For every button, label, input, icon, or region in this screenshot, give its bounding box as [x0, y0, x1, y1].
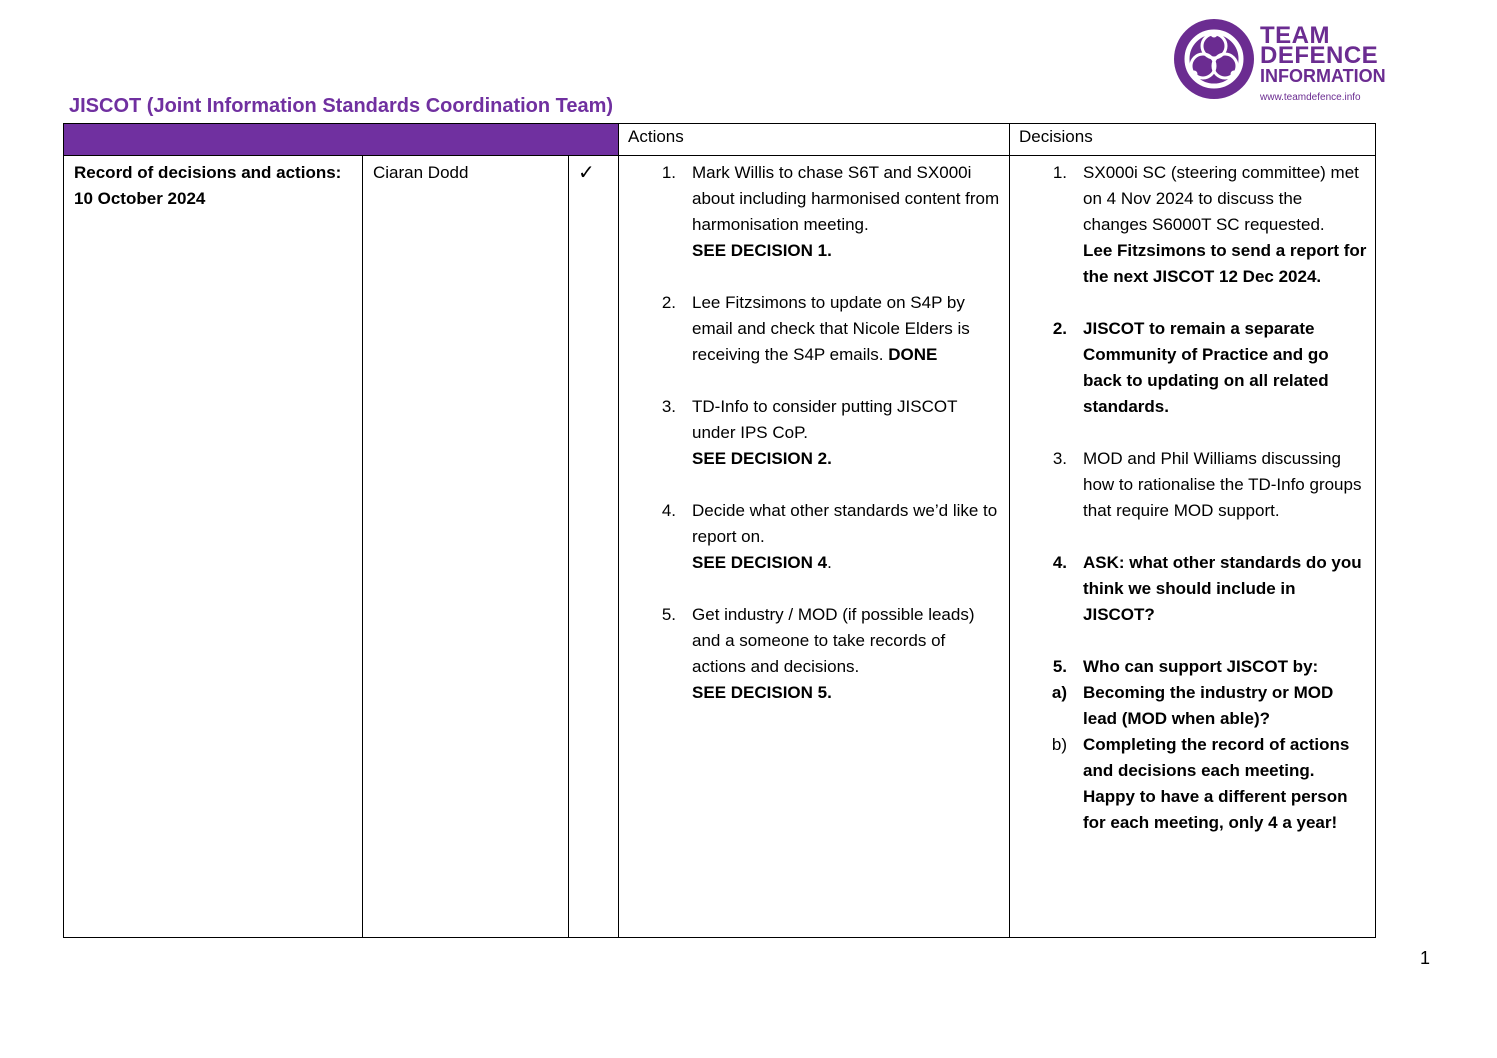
list-item: 5. Who can support JISCOT by: — [1052, 657, 1319, 676]
record-check-cell — [569, 156, 619, 938]
page-number: 1 — [1420, 948, 1431, 968]
checkmark-icon: ✓ — [578, 162, 595, 184]
record-label-cell — [64, 156, 363, 938]
actions-cell — [619, 156, 1010, 938]
list-item: 5. Get industry / MOD (if possible leads) and a someone to take records of actions and decisions. SEE DECISION 5. — [661, 605, 975, 702]
list-item: 2. Lee Fitzsimons to update on S4P by email and check that Nicole Elders is receiving the S4P emails. DONE — [661, 293, 970, 364]
decisions-list — [1010, 156, 1375, 836]
record-table — [63, 123, 1376, 938]
record-person: Ciaran Dodd — [373, 163, 469, 182]
header-decisions: Decisions — [1010, 124, 1376, 156]
list-item: 3. MOD and Phil Williams discussing how to rationalise the TD-Info groups that require MOD support. — [1052, 449, 1362, 520]
list-item: 2. JISCOT to remain a separate Community of Practice and go back to updating on all related standards. — [1052, 319, 1329, 416]
table-header-row — [64, 124, 1376, 156]
logo-url: www.teamdefence.info — [1260, 92, 1361, 103]
document-title: JISCOT (Joint Information Standards Coordination Team) — [69, 95, 614, 117]
record-label: Record of decisions and actions: — [74, 163, 342, 182]
logo-line-2: DEFENCE — [1260, 42, 1379, 69]
list-item: 1. SX000i SC (steering committee) met on 4 Nov 2024 to discuss the changes S6000T SC requested. Lee Fitzsimons to send a report for the next JISCOT 12 Dec 2024. — [1052, 163, 1367, 286]
header-actions: Actions — [619, 124, 1010, 156]
record-date: 10 October 2024 — [74, 189, 206, 208]
team-defence-emblem-icon — [1172, 16, 1256, 102]
list-item: 4. ASK: what other standards do you think we should include in JISCOT? — [1052, 553, 1362, 624]
logo-line-1: TEAM — [1260, 22, 1330, 49]
decisions-cell — [1010, 156, 1376, 938]
header-purple-cell — [64, 124, 619, 156]
record-person-cell — [363, 156, 569, 938]
list-item: b) Completing the record of actions and decisions each meeting. Happy to have a different person for each meeting, only 4 a year! — [1051, 735, 1350, 832]
logo-wordmark — [1260, 22, 1386, 86]
list-item: 4. Decide what other standards we’d like to report on. SEE DECISION 4. — [661, 501, 998, 572]
list-item: 3. TD-Info to consider putting JISCOT under IPS CoP. SEE DECISION 2. — [661, 397, 958, 468]
list-item: a) Becoming the industry or MOD lead (MOD when able)? — [1051, 683, 1334, 728]
list-item: 1. Mark Willis to chase S6T and SX000i about including harmonised content from harmonisation meeting. SEE DECISION 1. — [661, 163, 1000, 260]
table-row — [64, 156, 1376, 938]
team-defence-logo — [1168, 16, 1386, 108]
logo-line-3: INFORMATION — [1260, 66, 1386, 86]
actions-list — [619, 156, 1009, 706]
